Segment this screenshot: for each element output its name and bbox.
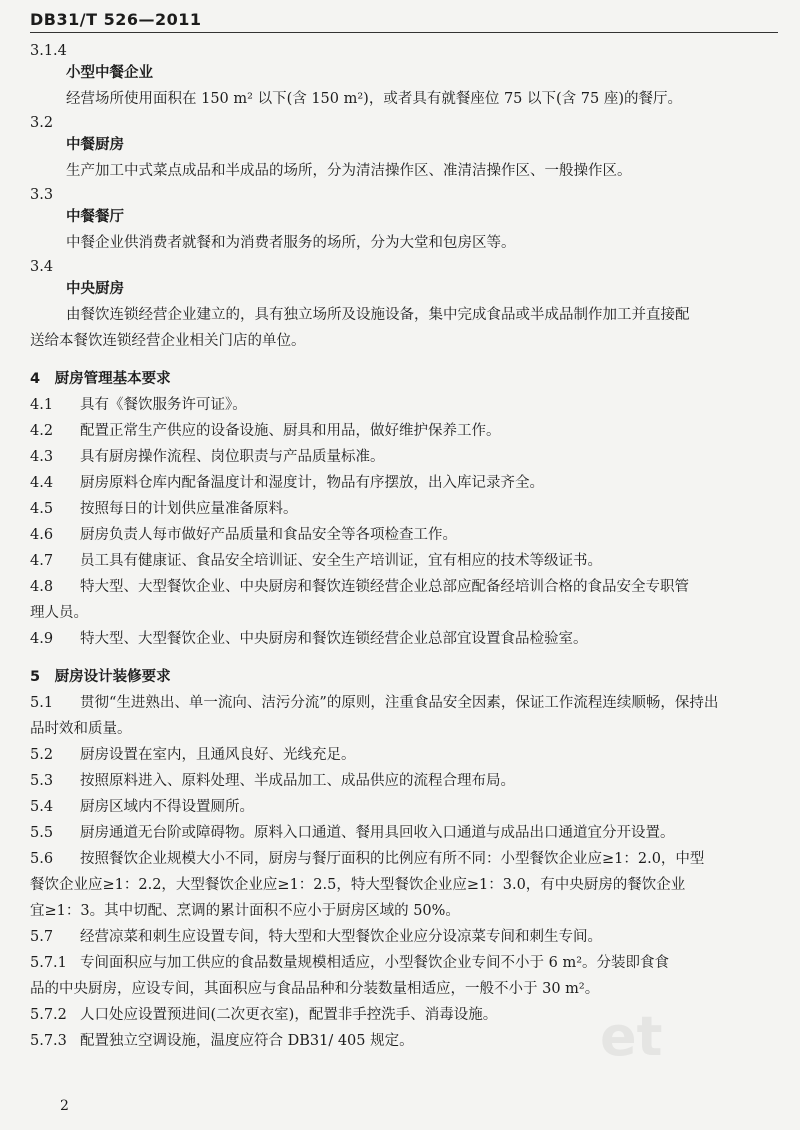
clause-text-continued: 理人员。 — [30, 605, 88, 621]
clause-text-continued: 宜≥1：3。其中切配、烹调的累计面积不应小于厨房区域的 50%。 — [30, 903, 460, 919]
clause-number: 4.2 — [30, 423, 54, 439]
term-definition: 由餐饮连锁经营企业建立的，具有独立场所及设施设备，集中完成食品或半成品制作加工并直接配 — [66, 307, 690, 323]
clause-number: 5.6 — [30, 851, 54, 867]
clause-number: 4.5 — [30, 501, 54, 517]
clause-item — [30, 820, 782, 846]
clause-number: 4.7 — [30, 553, 54, 569]
clause-text-continued: 品的中央厨房，应设专间，其面积应与食品品种和分装数量相适应，一般不小于 30 m²。 — [30, 981, 600, 997]
clause-item — [30, 626, 782, 652]
clause-item — [30, 1028, 782, 1054]
term-title: 小型中餐企业 — [66, 65, 153, 81]
clause-number: 5.2 — [30, 747, 54, 763]
clause-text: 厨房设置在室内，且通风良好、光线充足。 — [80, 747, 356, 763]
term-title: 中央厨房 — [66, 281, 124, 297]
clause-item — [30, 548, 782, 574]
clause-number: 4.3 — [30, 449, 54, 465]
clause-item — [30, 742, 782, 768]
clause-number: 3.3 — [30, 187, 54, 203]
clause-item — [30, 418, 782, 444]
clause-item — [30, 794, 782, 820]
clause-text-continued: 餐饮企业应≥1：2.2，大型餐饮企业应≥1：2.5，特大型餐饮企业应≥1：3.0，有中央厨房的餐饮企业 — [30, 877, 686, 893]
clause-text: 厨房原料仓库内配备温度计和湿度计，物品有序摆放，出入库记录齐全。 — [80, 475, 544, 491]
clause-text: 专间面积应与加工供应的食品数量规模相适应，小型餐饮企业专间不小于 6 m²。分装即食食 — [80, 955, 670, 971]
clause-text: 按照原料进入、原料处理、半成品加工、成品供应的流程合理布局。 — [80, 773, 515, 789]
clause-text: 配置独立空调设施，温度应符合 DB31/ 405 规定。 — [80, 1033, 414, 1049]
clause-number: 5.7 — [30, 929, 54, 945]
term-definition: 中餐企业供消费者就餐和为消费者服务的场所，分为大堂和包房区等。 — [66, 235, 516, 251]
clause-number: 5.7.1 — [30, 955, 67, 971]
clause-item — [30, 496, 782, 522]
clause-number: 5.7.2 — [30, 1007, 67, 1023]
clause-number: 4.1 — [30, 397, 54, 413]
clause-text: 经营凉菜和刺生应设置专间，特大型和大型餐饮企业应分设凉菜专间和刺生专间。 — [80, 929, 602, 945]
clause-text: 厨房区域内不得设置厕所。 — [80, 799, 254, 815]
document-body — [30, 40, 782, 1054]
clause-number: 4.4 — [30, 475, 54, 491]
clause-number: 3.2 — [30, 115, 54, 131]
term-definition: 生产加工中式菜点成品和半成品的场所，分为清洁操作区、准清洁操作区、一般操作区。 — [66, 163, 632, 179]
clause-number: 4.6 — [30, 527, 54, 543]
clause-number: 5.3 — [30, 773, 54, 789]
clause-number: 4.9 — [30, 631, 54, 647]
clause-item — [30, 1002, 782, 1028]
clause-item — [30, 522, 782, 548]
clause-number: 3.1.4 — [30, 43, 67, 59]
clause-text: 具有厨房操作流程、岗位职责与产品质量标准。 — [80, 449, 385, 465]
section-heading: 5 厨房设计装修要求 — [30, 669, 171, 685]
term-title: 中餐餐厅 — [66, 209, 124, 225]
clause-item — [30, 574, 782, 600]
clause-item — [30, 392, 782, 418]
clause-number: 5.4 — [30, 799, 54, 815]
clause-text: 贯彻“生进熟出、单一流向、洁污分流”的原则，注重食品安全因素，保证工作流程连续顺畅，保持出 — [80, 695, 719, 711]
term-definition-continued: 送给本餐饮连锁经营企业相关门店的单位。 — [30, 333, 306, 349]
clause-number: 5.5 — [30, 825, 54, 841]
clause-text: 特大型、大型餐饮企业、中央厨房和餐饮连锁经营企业总部宜设置食品检验室。 — [80, 631, 588, 647]
clause-number: 5.1 — [30, 695, 54, 711]
clause-text: 员工具有健康证、食品安全培训证、安全生产培训证，宜有相应的技术等级证书。 — [80, 553, 602, 569]
clause-item — [30, 690, 782, 716]
clause-text: 厨房负责人每市做好产品质量和食品安全等各项检查工作。 — [80, 527, 457, 543]
section-heading: 4 厨房管理基本要求 — [30, 371, 171, 387]
clause-item — [30, 444, 782, 470]
clause-item — [30, 846, 782, 872]
standard-code: DB31/T 526—2011 — [30, 10, 202, 29]
clause-number: 3.4 — [30, 259, 54, 275]
clause-number: 4.8 — [30, 579, 54, 595]
clause-text: 人口处应设置预进间(二次更衣室)，配置非手控洗手、消毒设施。 — [80, 1007, 498, 1023]
clause-number: 5.7.3 — [30, 1033, 67, 1049]
page-number: 2 — [60, 1098, 69, 1114]
clause-item — [30, 768, 782, 794]
clause-text-continued: 品时效和质量。 — [30, 721, 132, 737]
watermark: et — [600, 1005, 663, 1068]
clause-text: 具有《餐饮服务许可证》。 — [80, 397, 247, 413]
clause-text: 按照餐饮企业规模大小不同，厨房与餐厅面积的比例应有所不同：小型餐饮企业应≥1：2.0，中型 — [80, 851, 705, 867]
clause-item — [30, 470, 782, 496]
header-divider — [30, 32, 778, 33]
term-title: 中餐厨房 — [66, 137, 124, 153]
clause-item — [30, 924, 782, 950]
clause-text: 配置正常生产供应的设备设施、厨具和用品，做好维护保养工作。 — [80, 423, 501, 439]
term-definition: 经营场所使用面积在 150 m² 以下(含 150 m²)，或者具有就餐座位 75 以下(含 75 座)的餐厅。 — [66, 91, 682, 107]
clause-text: 按照每日的计划供应量准备原料。 — [80, 501, 298, 517]
clause-item — [30, 950, 782, 976]
clause-text: 厨房通道无台阶或障碍物。原料入口通道、餐用具回收入口通道与成品出口通道宜分开设置。 — [80, 825, 675, 841]
clause-text: 特大型、大型餐饮企业、中央厨房和餐饮连锁经营企业总部应配备经培训合格的食品安全专职管 — [80, 579, 689, 595]
